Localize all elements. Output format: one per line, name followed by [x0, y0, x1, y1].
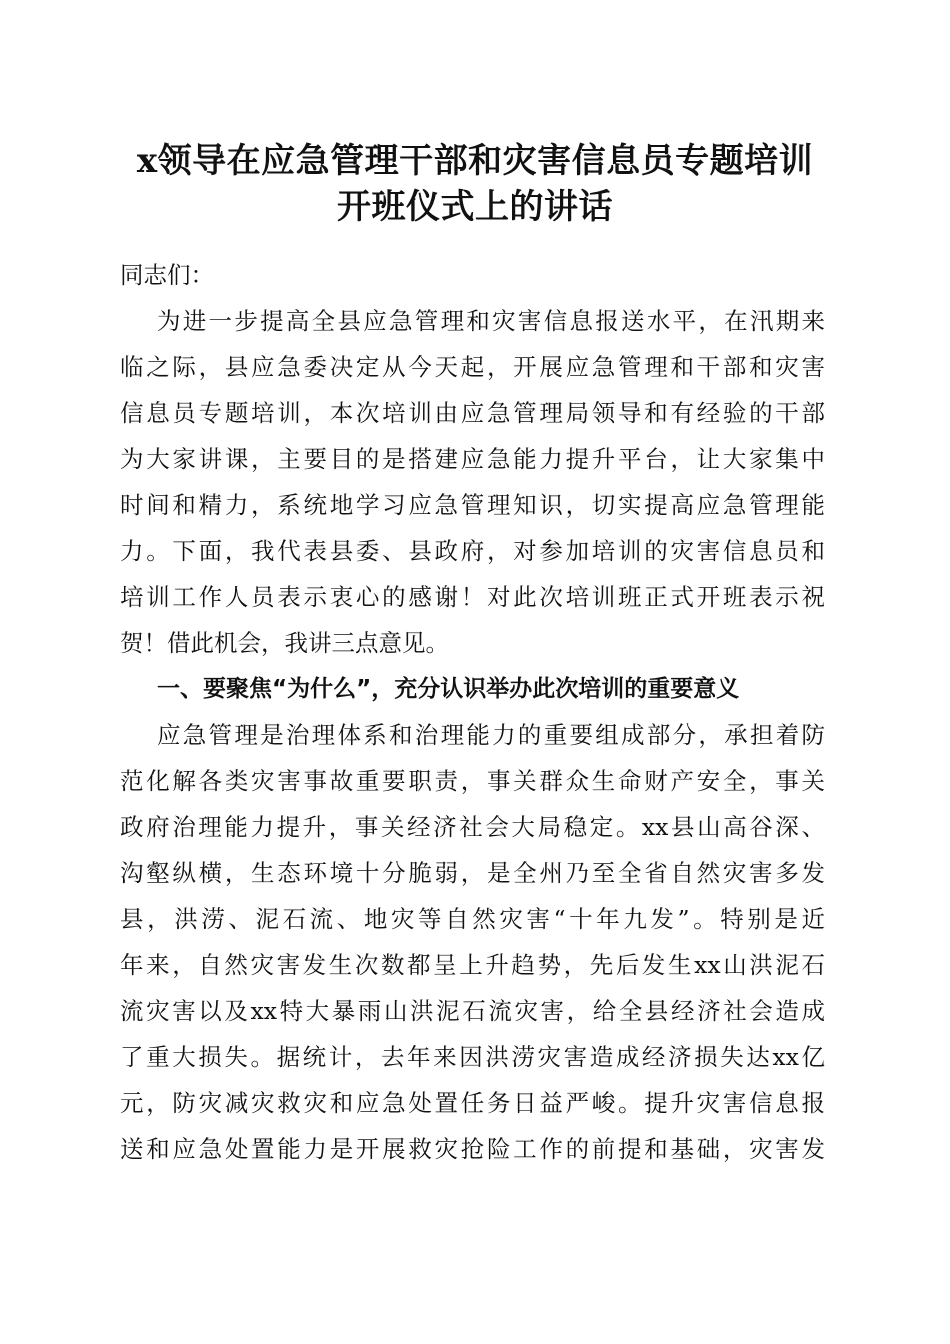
paragraph-section-1: [120, 712, 825, 1172]
document-title-line-1: x领导在应急管理干部和灾害信息员专题培训: [136, 141, 814, 181]
text-line: 范化解各类灾害事故重要职责，事关群众生命财产安全，事关: [120, 767, 825, 795]
text-line: 流灾害以及xx特大暴雨山洪泥石流灾害，给全县经济社会造成: [120, 997, 825, 1025]
text-line: 元，防灾减灾救灾和应急处置任务日益严峻。提升灾害信息报: [120, 1089, 825, 1117]
text-line: 信息员专题培训，本次培训由应急管理局领导和有经验的干部: [120, 399, 825, 427]
section-heading-1: 一、要聚焦“为什么”，充分认识举办此次培训的重要意义: [157, 676, 740, 702]
text-line: 为大家讲课，主要目的是搭建应急能力提升平台，让大家集中: [120, 445, 825, 473]
paragraph-intro: [120, 298, 825, 666]
text-line: 沟壑纵横，生态环境十分脆弱，是全州乃至全省自然灾害多发: [120, 859, 825, 887]
text-line: 为进一步提高全县应急管理和灾害信息报送水平，在汛期来: [157, 307, 825, 335]
document-title-line-2: 开班仪式上的讲话: [337, 187, 613, 227]
text-line: 了重大损失。据统计，去年来因洪涝灾害造成经济损失达xx亿: [120, 1043, 825, 1071]
text-line: 时间和精力，系统地学习应急管理知识，切实提高应急管理能: [120, 491, 825, 519]
text-line: 政府治理能力提升，事关经济社会大局稳定。xx县山高谷深、: [120, 813, 825, 841]
text-line: 临之际，县应急委决定从今天起，开展应急管理和干部和灾害: [120, 353, 825, 381]
salutation: 同志们：: [120, 261, 214, 289]
text-line: 年来，自然灾害发生次数都呈上升趋势，先后发生xx山洪泥石: [120, 951, 825, 979]
text-line: 县，洪涝、泥石流、地灾等自然灾害“十年九发”。特别是近: [120, 905, 825, 933]
text-line: 力。下面，我代表县委、县政府，对参加培训的灾害信息员和: [120, 537, 825, 565]
text-line: 送和应急处置能力是开展救灾抢险工作的前提和基础，灾害发: [120, 1135, 825, 1163]
text-line: 贺！借此机会，我讲三点意见。: [120, 629, 449, 657]
text-line: 应急管理是治理体系和治理能力的重要组成部分，承担着防: [157, 721, 825, 749]
document-body: [120, 252, 825, 1172]
text-line: 培训工作人员表示衷心的感谢！对此次培训班正式开班表示祝: [120, 583, 825, 611]
